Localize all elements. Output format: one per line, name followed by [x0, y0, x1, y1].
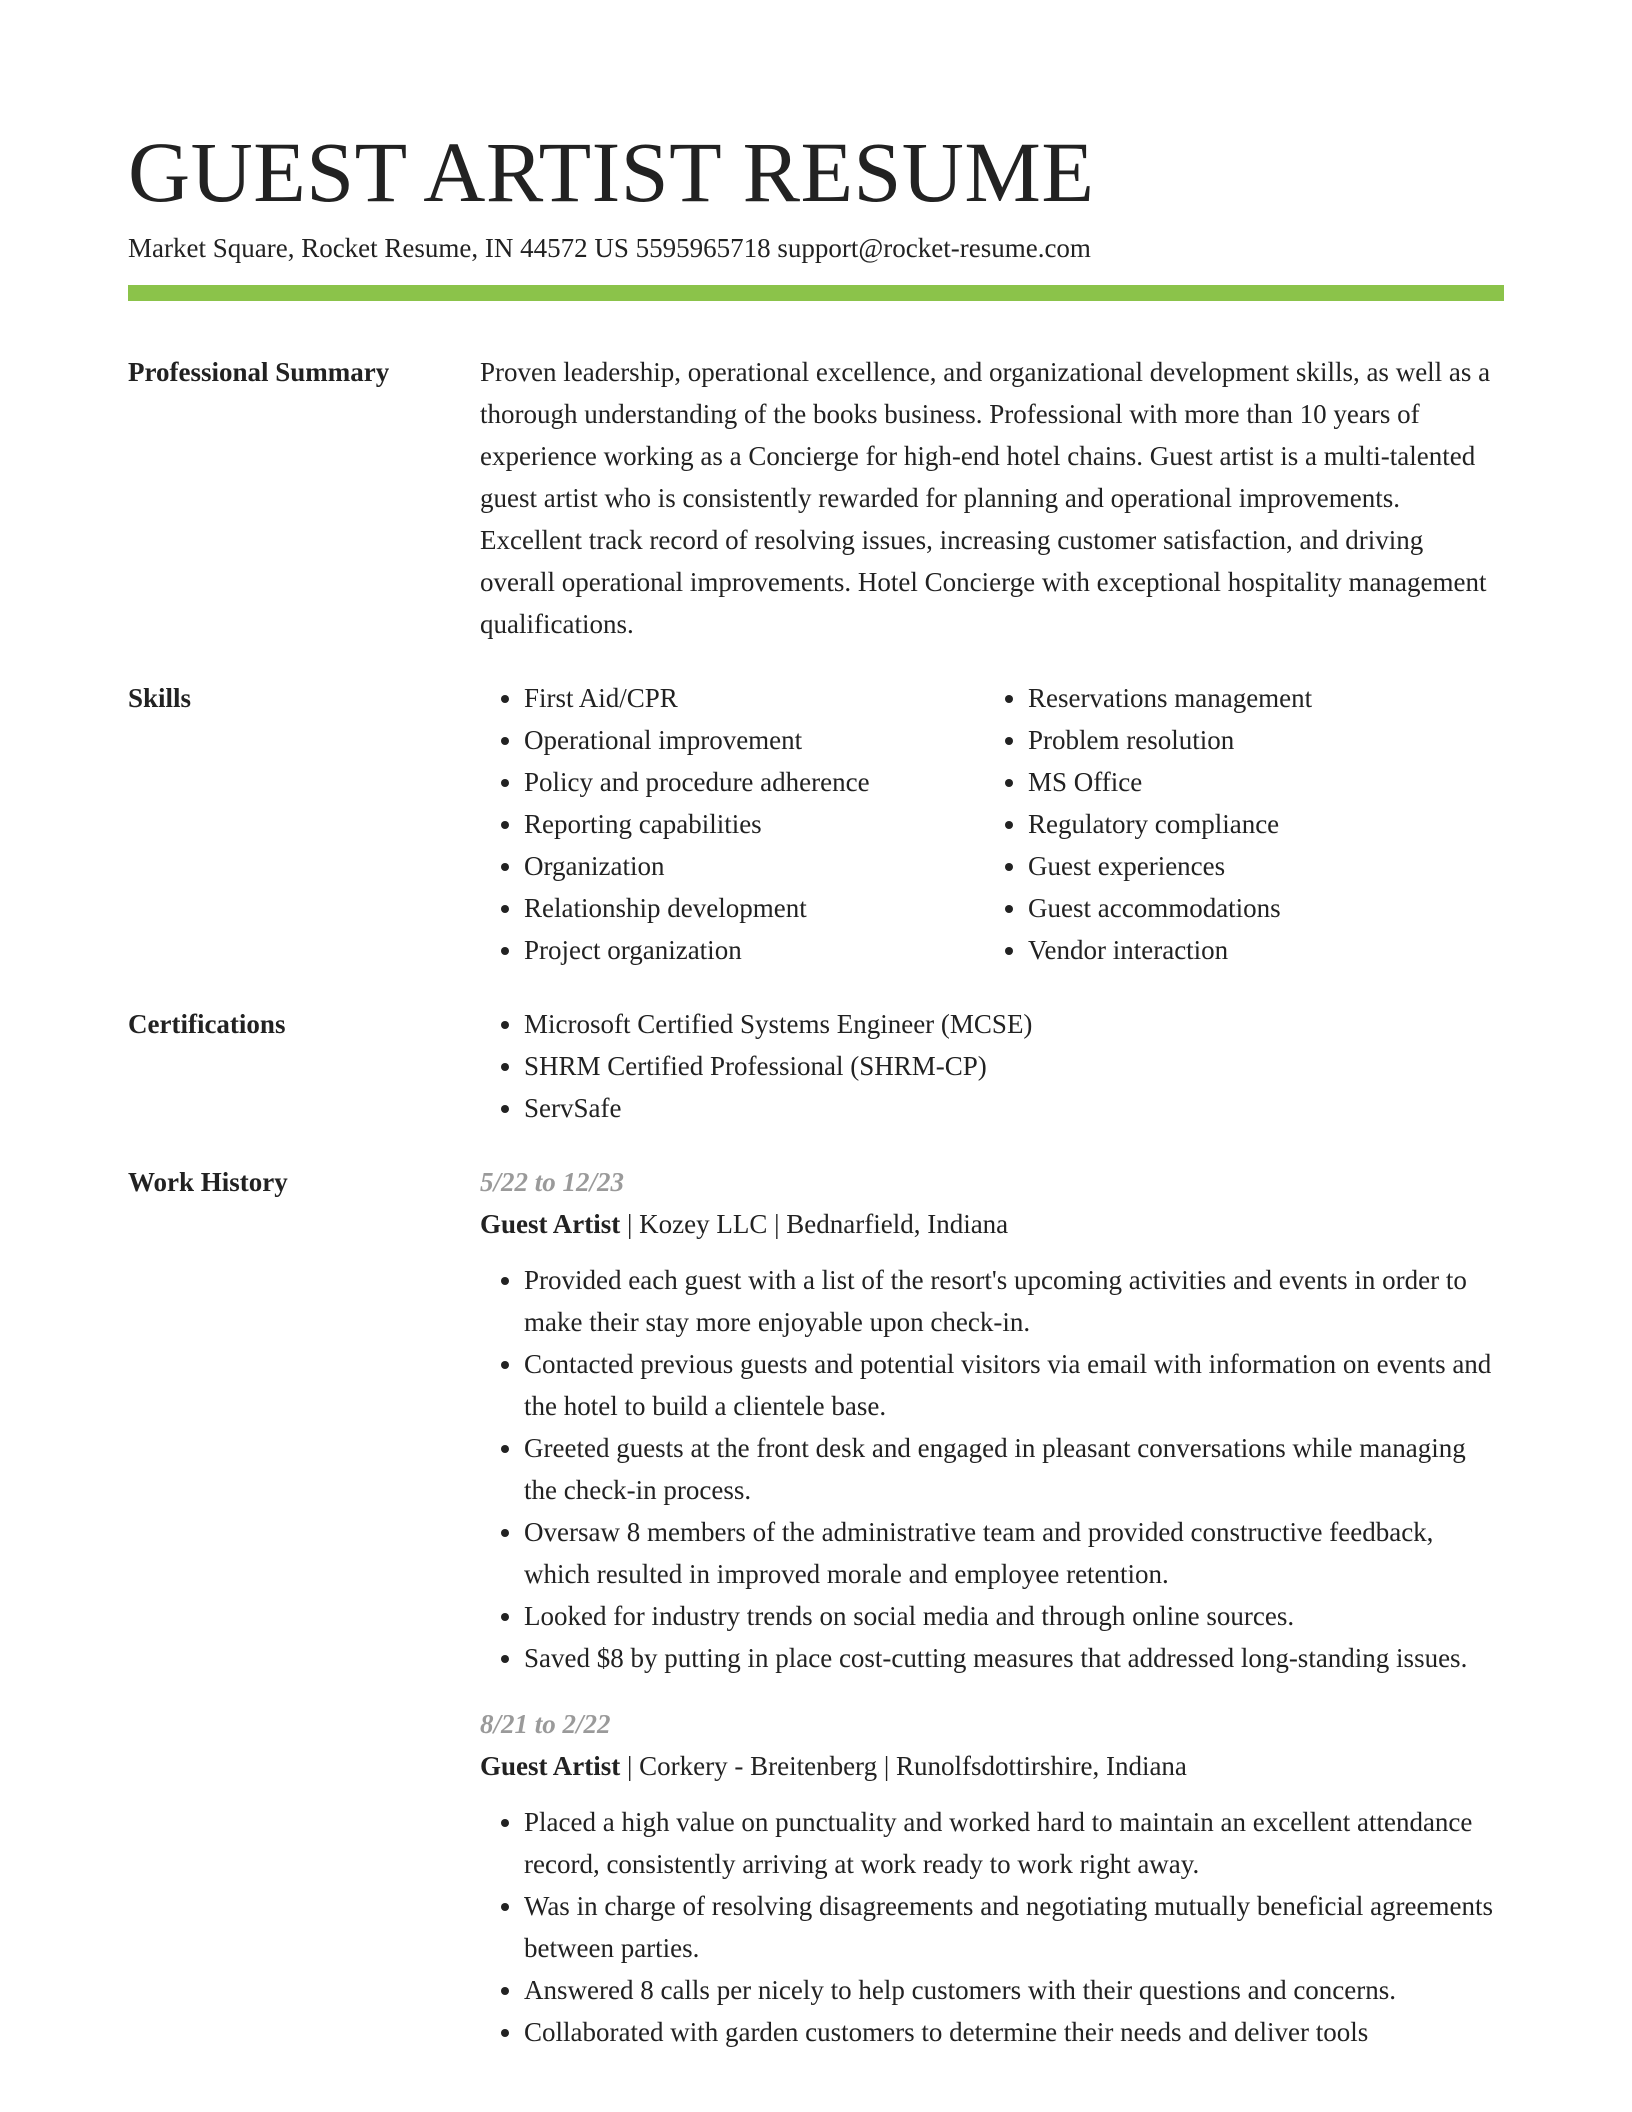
skill-item: • First Aid/CPR — [524, 677, 984, 719]
job-bullet: • Answered 8 calls per nicely to help customers with their questions and concerns. — [524, 1969, 1504, 2011]
skill-item: • Organization — [524, 845, 984, 887]
skill-item: • Regulatory compliance — [1028, 803, 1508, 845]
section-label-work-history: Work History — [128, 1167, 288, 1197]
resume-title: GUEST ARTIST RESUME — [128, 124, 1095, 220]
section-body-certifications — [480, 1003, 1504, 1129]
accent-divider — [128, 285, 1504, 301]
skill-item: • Reporting capabilities — [524, 803, 984, 845]
job-heading — [480, 1745, 1504, 1787]
section-label-summary: Professional Summary — [128, 357, 390, 387]
section-work-history — [128, 1161, 1504, 2077]
summary-text: Proven leadership, operational excellence, and organizational development skills, as well as a thorough understanding of the books business. Professional with more than 10 years of experience working as a Concierge for high-end hotel chains. Guest artist is a multi-talented guest artist who is consistently rewarded for planning and operational improvements. Excellent track record of resolving issues, increasing customer satisfaction, and driving overall operational improvements. Hotel Concierge with exceptional hospitality management qualifications. — [480, 357, 1491, 639]
job-dates: 5/22 to 12/23 — [480, 1167, 625, 1197]
section-body-summary — [480, 351, 1504, 645]
skill-item: • Problem resolution — [1028, 719, 1508, 761]
section-body-work-history — [480, 1161, 1504, 2077]
skill-item: • Relationship development — [524, 887, 984, 929]
section-skills — [128, 677, 1504, 971]
job-details: | Kozey LLC | Bednarfield, Indiana — [620, 1209, 1009, 1239]
certification-item: • Microsoft Certified Systems Engineer (MCSE) — [524, 1003, 1504, 1045]
job-title: Guest Artist — [480, 1751, 621, 1781]
job-heading — [480, 1203, 1504, 1245]
skill-item: • Reservations management — [1028, 677, 1508, 719]
job-bullet: • Provided each guest with a list of the resort's upcoming activities and events in order to make their stay more enjoyable upon check-in. — [524, 1259, 1504, 1343]
job-bullet: • Was in charge of resolving disagreements and negotiating mutually beneficial agreements between parties. — [524, 1885, 1504, 1969]
section-label-skills: Skills — [128, 683, 192, 713]
skill-item: • MS Office — [1028, 761, 1508, 803]
job-dates: 8/21 to 2/22 — [480, 1709, 611, 1739]
job-bullet: • Greeted guests at the front desk and engaged in pleasant conversations while managing the check-in process. — [524, 1427, 1504, 1511]
job-bullet: • Saved $8 by putting in place cost-cutting measures that addressed long-standing issues. — [524, 1637, 1504, 1679]
skills-list-left — [480, 677, 984, 971]
skill-item: • Policy and procedure adherence — [524, 761, 984, 803]
certification-item: • ServSafe — [524, 1087, 1504, 1129]
job-bullet: • Contacted previous guests and potential visitors via email with information on events and the hotel to build a clientele base. — [524, 1343, 1504, 1427]
job-bullet: • Placed a high value on punctuality and worked hard to maintain an excellent attendance record, consistently arriving at work ready to work right away. — [524, 1801, 1504, 1885]
skill-item: • Project organization — [524, 929, 984, 971]
job-title: Guest Artist — [480, 1209, 621, 1239]
job-bullet: • Oversaw 8 members of the administrative team and provided constructive feedback, which resulted in improved morale and employee retention. — [524, 1511, 1504, 1595]
skill-item: • Guest experiences — [1028, 845, 1508, 887]
job-entry — [480, 1703, 1504, 2053]
certification-item: • SHRM Certified Professional (SHRM-CP) — [524, 1045, 1504, 1087]
job-details: | Corkery - Breitenberg | Runolfsdottirshire, Indiana — [620, 1751, 1187, 1781]
skill-item: • Guest accommodations — [1028, 887, 1508, 929]
skill-item: • Operational improvement — [524, 719, 984, 761]
skills-list-right — [984, 677, 1508, 971]
resume-sections — [128, 351, 1504, 2109]
job-bullets — [480, 1801, 1504, 2053]
job-bullet: • Looked for industry trends on social media and through online sources. — [524, 1595, 1504, 1637]
job-bullet: • Collaborated with garden customers to determine their needs and deliver tools — [524, 2011, 1504, 2053]
section-label-certifications: Certifications — [128, 1009, 286, 1039]
section-certifications — [128, 1003, 1504, 1129]
job-entry — [480, 1161, 1504, 1679]
section-professional-summary — [128, 351, 1504, 645]
contact-line: Market Square, Rocket Resume, IN 44572 US 5595965718 support@rocket-resume.com — [128, 233, 1091, 263]
skill-item: • Vendor interaction — [1028, 929, 1508, 971]
job-bullets — [480, 1259, 1504, 1679]
skills-columns — [480, 677, 1508, 971]
certifications-list — [480, 1003, 1504, 1129]
